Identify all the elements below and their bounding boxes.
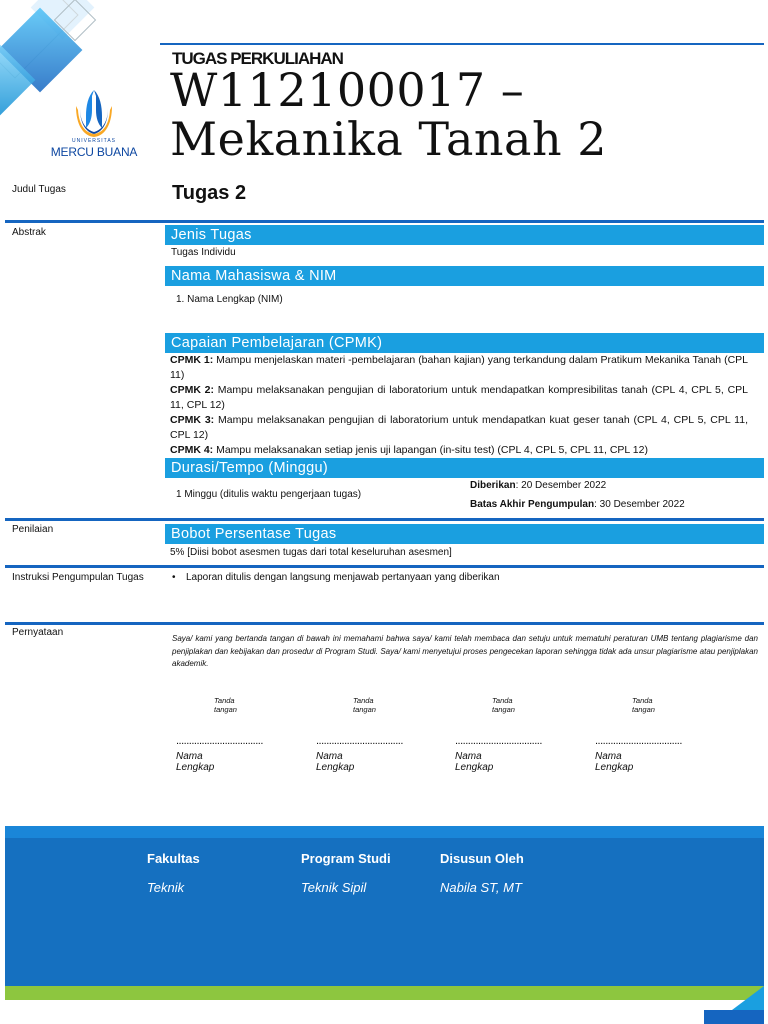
- jenis-tugas-value: Tugas Individu: [171, 247, 236, 258]
- fakultas-value: Teknik: [147, 880, 185, 895]
- diberikan-value: : 20 Desember 2022: [515, 480, 607, 491]
- cpmk-code: CPMK 3:: [170, 414, 215, 426]
- instruksi-bullet: •: [172, 572, 176, 583]
- prodi-value: Teknik Sipil: [301, 880, 367, 895]
- cpmk-item: [170, 353, 748, 383]
- signature-label: Tanda tangan: [492, 696, 515, 714]
- durasi-value: 1 Minggu (ditulis waktu pengerjaan tugas): [176, 489, 362, 500]
- cpmk-text: Mampu melaksanakan pengujian di laboratorium untuk mendapatkan kuat geser tanah (CPL 4, CPL 5, CPL 11, CPL 12): [170, 414, 749, 441]
- bobot-heading: Bobot Persentase Tugas: [165, 524, 764, 544]
- mahasiswa-heading: Nama Mahasiswa & NIM: [165, 266, 764, 286]
- batas-value: : 30 Desember 2022: [594, 499, 685, 510]
- cpmk-list: [170, 353, 748, 458]
- section-divider: [5, 518, 764, 521]
- cpmk-item: [170, 383, 748, 413]
- durasi-heading: Durasi/Tempo (Minggu): [165, 458, 764, 478]
- label-judul: Judul Tugas: [12, 184, 66, 195]
- batas-label: Batas Akhir Pengumpulan: [470, 499, 595, 510]
- signature-line: ..................................: [455, 735, 542, 747]
- label-pernyataan: Pernyataan: [12, 627, 64, 638]
- university-logo: [44, 88, 144, 159]
- fakultas-label: Fakultas: [147, 851, 200, 866]
- footer-prodi: [301, 851, 391, 895]
- title-line-2: Mekanika Tanah 2: [170, 112, 607, 166]
- signature-name: Nama Lengkap: [316, 751, 355, 773]
- footer: [5, 838, 764, 986]
- label-penilaian: Penilaian: [12, 524, 54, 535]
- cpmk-code: CPMK 1:: [170, 354, 214, 366]
- cpmk-text: Mampu menjelaskan materi -pembelajaran (bahan kajian) yang terkandung dalam Pratikum Mekanika Tanah (CPL 11): [170, 354, 748, 381]
- signature-label: Tanda tangan: [632, 696, 655, 714]
- signature-line: ..................................: [595, 735, 682, 747]
- disusun-label: Disusun Oleh: [440, 851, 524, 866]
- pernyataan-text: Saya/ kami yang bertanda tangan di bawah ini memahami bahwa saya/ kami telah membaca dan setuju untuk mematuhi peraturan UMB tentang plagiarisme dan penjiplakan dan kebijakan dan prosedur di Program Studi. Saya/ kami menyetujui proses pengecekan laporan sehingga tidak ada unsur plagiarisme atau penjiplakan akademik.: [172, 634, 758, 668]
- signature-label: Tanda tangan: [353, 696, 376, 714]
- header-divider: [160, 43, 764, 45]
- cpmk-code: CPMK 4:: [170, 444, 214, 456]
- prodi-label: Program Studi: [301, 851, 391, 866]
- signature-line: ..................................: [316, 735, 403, 747]
- logo-text: MERCU BUANA: [50, 145, 138, 159]
- mahasiswa-item: 1. Nama Lengkap (NIM): [176, 294, 283, 305]
- section-divider: [5, 565, 764, 568]
- signature-line: ..................................: [176, 735, 263, 747]
- label-abstrak: Abstrak: [12, 227, 46, 238]
- footer-accent-bar: [5, 986, 764, 1000]
- signature-name: Nama Lengkap: [595, 751, 634, 773]
- cpmk-heading: Capaian Pembelajaran (CPMK): [165, 333, 764, 353]
- logo-emblem-icon: [72, 88, 116, 138]
- decor-corner: [704, 1010, 764, 1024]
- section-divider: [5, 622, 764, 625]
- title-line-1: W112100017 –: [170, 63, 525, 117]
- signature-label: Tanda tangan: [214, 696, 237, 714]
- footer-fakultas: [147, 851, 200, 895]
- footer-disusun: [440, 851, 524, 895]
- disusun-value: Nabila ST, MT: [440, 880, 522, 895]
- diberikan-label: Diberikan: [470, 480, 516, 491]
- assignment-title: Tugas 2: [172, 182, 247, 204]
- label-instruksi: Instruksi Pengumpulan Tugas: [12, 572, 144, 583]
- batas-row: [470, 497, 685, 512]
- logo-top-text: UNIVERSITAS: [72, 138, 116, 144]
- page-title: [170, 63, 607, 166]
- cpmk-item: [170, 443, 748, 458]
- bobot-value: 5% [Diisi bobot asesmen tugas dari total keseluruhan asesmen]: [170, 547, 452, 558]
- section-divider: [5, 220, 764, 223]
- cpmk-code: CPMK 2:: [170, 384, 215, 396]
- footer-band: [5, 826, 764, 838]
- document-type: TUGAS PERKULIAHAN: [172, 49, 343, 68]
- cpmk-text: Mampu melaksanakan setiap jenis uji lapangan (in-situ test) (CPL 4, CPL 5, CPL 11, CPL 12): [213, 444, 648, 456]
- signature-name: Nama Lengkap: [455, 751, 494, 773]
- signature-name: Nama Lengkap: [176, 751, 215, 773]
- cpmk-text: Mampu melaksanakan pengujian di laboratorium untuk mendapatkan kompresibilitas tanah (CPL 4, CPL 5, CPL 11, CPL 12): [170, 384, 748, 411]
- instruksi-value: Laporan ditulis dengan langsung menjawab pertanyaan yang diberikan: [186, 572, 500, 583]
- jenis-tugas-heading: Jenis Tugas: [165, 225, 764, 245]
- diberikan-row: [470, 478, 606, 493]
- cpmk-item: [170, 413, 748, 443]
